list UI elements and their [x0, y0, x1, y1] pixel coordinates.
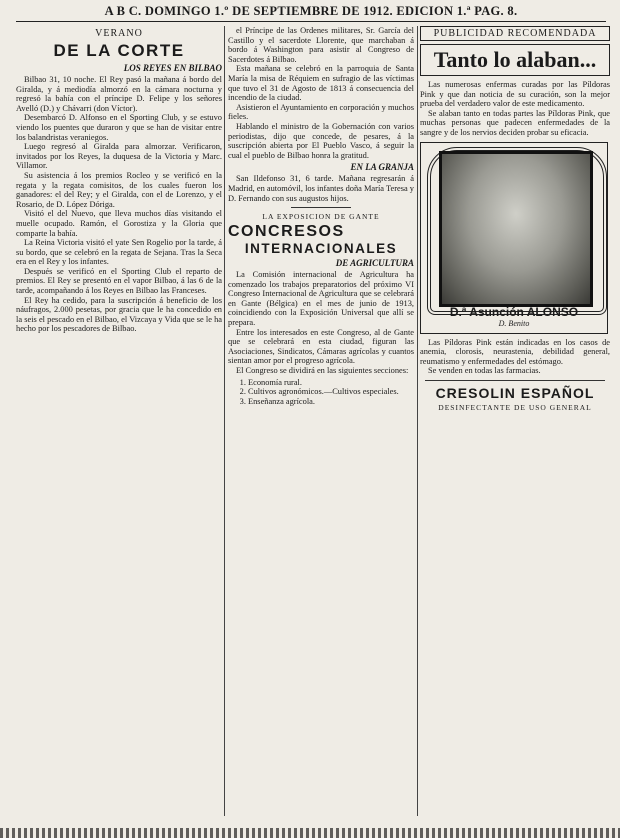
cresolin-subtitle: DESINFECTANTE DE USO GENERAL: [438, 402, 592, 412]
cresolin-title: CRESOLIN ESPAÑOL: [435, 384, 595, 401]
paragraph: Esta mañana se celebró en la parroquia de Santa María la misa de Réquiem en sufragio de las víctimas que tuvo el 31 de Agosto de 1813 á consecuencia del incendio de la ciudad.: [228, 64, 414, 103]
list-item: 2. Cultivos agronómicos.—Cultivos especiales.: [248, 387, 414, 397]
page-footer-bar: [0, 828, 620, 838]
section-kicker-gante: LA EXPOSICION DE GANTE: [262, 212, 380, 222]
paragraph: Entre los interesados en este Congreso, al de Gante que se celebrará en esta ciudad, figuran las Asociaciones, Sindicatos, Cámaras agrícolas y cuantos sientan amor por el progreso agrícola.: [228, 327, 414, 366]
paragraph: La Reina Victoria visitó el yate Sen Rogelio por la tarde, á su bordo, que se celebró en la regata de Sejana. Tras la Seca era en el Rey y los infantes.: [16, 238, 222, 267]
article-subhead-agriculture: DE AGRICULTURA: [335, 258, 414, 269]
column-advertising: [420, 26, 610, 818]
section-kicker: VERANO: [95, 28, 143, 39]
list-item: 1. Economía rural.: [248, 378, 414, 388]
masthead-rule: [16, 21, 606, 22]
paragraph: Las numerosas enfermas curadas por las Píldoras Pink y que dan noticia de su curación, son la mejor prueba del verdadero valor de este medicamento.: [420, 80, 610, 109]
article-subhead-granja: EN LA GRANJA: [350, 162, 414, 173]
page-masthead: [16, 4, 606, 20]
portrait-caption-place: D. Benito: [498, 318, 530, 328]
paragraph: San Ildefonso 31, 6 tarde. Mañana regresarán á Madrid, en automóvil, los infantes doña María Teresa y D. Fernando con sus augustos hijos.: [228, 174, 414, 203]
portrait-caption-name: D.ª Asunción ALONSO: [449, 304, 579, 319]
ad-headline: Tanto lo alaban...: [420, 44, 610, 76]
paragraph: La Comisión internacional de Agricultura ha comenzado los trabajos preparatorios del próximo VI Congreso Internacional de Agricultura que se celebrará en Gante (Bélgica) en el mes de junio de 1913, coincidiendo con la Exposición Universal que allí se prepara.: [228, 270, 414, 328]
paragraph: Se venden en todas las farmacias.: [428, 366, 541, 376]
column-court-news: [16, 26, 222, 818]
divider: [291, 207, 351, 208]
paragraph: el Príncipe de las Ordenes militares, Sr. García del Castillo y el sacerdote Llorente, que marchaban á bordo á Washington para asistir al Congreso de Sacerdotes á Bilbao.: [228, 26, 414, 64]
paragraph: Luego regresó al Giralda para almorzar. Verificaron, invitados por los Reyes, la duquesa de la Victoria y Marc. Villamor.: [16, 142, 222, 171]
ad-portrait-box: [420, 142, 608, 334]
paragraph: Desembarcó D. Alfonso en el Sporting Club, y se estuvo viendo los puentes que duraron y que se han de visitar entre los balandristas veraniegos.: [16, 113, 222, 142]
paragraph: Asistieron el Ayuntamiento en corporación y muchos fieles.: [228, 102, 414, 122]
paragraph: Después se verificó en el Sporting Club el reparto de premios. El Rey se presentó en el vapor Bilbao, á las 6 de la tarde, acompañando á los Reyes en Bilbao las Franceses.: [16, 266, 222, 296]
article-subhead-bilbao: LOS REYES EN BILBAO: [123, 63, 222, 73]
divider: [425, 380, 605, 381]
advertising-header: PUBLICIDAD RECOMENDADA: [420, 26, 610, 41]
sections-list: [248, 378, 414, 407]
portrait-photo: [439, 151, 593, 307]
paragraph: Bilbao 31, 10 noche. El Rey pasó la mañana á bordo del Giralda, y á mediodía almorzó en la cámara nocturna y regresó la bahía con el príncipe D. Felipe y los señores Avelló (D.) y Chávarri (don Víctor).: [16, 75, 222, 113]
paragraph: El Congreso se dividirá en las siguientes secciones:: [236, 366, 409, 376]
list-item: 3. Enseñanza agrícola.: [248, 397, 414, 407]
paragraph: Su asistencia á los premios Rocleo y se verificó en la regata y la regata comisitos, de los cuales fueron los ganadores: el del Rey; y el Giralda, con el de Lorenzo, y el Rosario, de D. López Dóriga.: [16, 170, 222, 209]
article-title-line2: INTERNACIONALES: [244, 241, 398, 257]
article-title-line1: CONCRESOS: [228, 223, 345, 241]
paragraph: Visitó el del Nuevo, que lleva muchos días visitando el muelle ocupado. Ramón, el Gorostiza y la Gloria que comparte la bahía.: [16, 209, 222, 238]
article-title-court: DE LA CORTE: [53, 41, 185, 60]
paragraph: Se alaban tanto en todas partes las Píldoras Pink, que muchas personas que padecen enfermedades de la sangre y de los nervios deciden probar su eficacia.: [420, 108, 610, 137]
paragraph: Hablando el ministro de la Gobernación con varios periodistas, dijo que concede, de pesares, á la suscripción abierta por El Pueblo Vasco, á seguir la cual el pueblo de Bilbao honra la gratitud.: [228, 121, 414, 160]
masthead-text: A B C. DOMINGO 1.º DE SEPTIEMBRE DE 1912. EDICION 1.ª PAG. 8.: [104, 4, 518, 18]
column-congress-news: [228, 26, 414, 818]
column-divider-2: [417, 26, 418, 816]
paragraph: Las Píldoras Pink están indicadas en los casos de anemia, clorosis, neurastenia, debilidad general, reumatismo y enfermedades del estómago.: [420, 337, 610, 366]
column-divider-1: [224, 26, 225, 816]
paragraph: El Rey ha cedido, para la suscripción á beneficio de los náufragos, 2.000 pesetas, por gracia que le ha concedido en la seis el pescado en el Bilbao, el Vizcaya y Vida que se le ha hecho por los pescadores de Bilbao.: [16, 295, 222, 334]
